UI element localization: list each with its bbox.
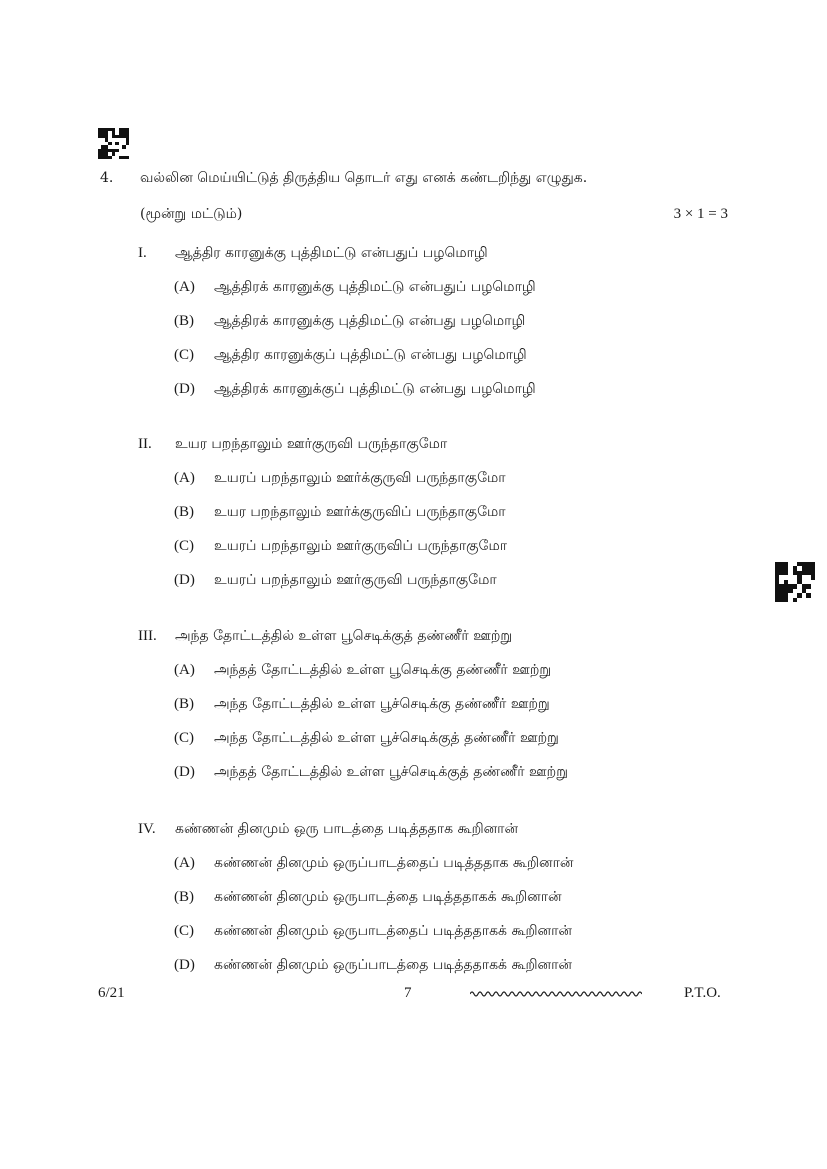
- option-label: (D): [174, 957, 195, 973]
- sub-question-number: I.: [138, 245, 147, 261]
- option-label: (D): [174, 381, 195, 397]
- qr-code-icon: [98, 128, 129, 159]
- sub-question-stem: உயர பறந்தாலும் ஊர்குருவி பருந்தாகுமோ: [175, 436, 448, 452]
- option-text: ஆத்திரக் காரனுக்கு புத்திமட்டு என்பதுப் பழமொழி: [214, 279, 536, 295]
- question-subnote: (மூன்று மட்டும்): [140, 206, 243, 222]
- option-text: உயரப் பறந்தாலும் ஊர்க்குருவி பருந்தாகுமோ: [214, 470, 506, 486]
- option-label: (C): [174, 730, 194, 746]
- option-label: (A): [174, 662, 195, 678]
- option-label: (D): [174, 764, 195, 780]
- option-label: (A): [174, 279, 195, 295]
- option-label: (C): [174, 538, 194, 554]
- sub-question-stem: ஆத்திர காரனுக்கு புத்திமட்டு என்பதுப் பழமொழி: [175, 245, 488, 261]
- sub-question-stem: கண்ணன் தினமும் ஒரு பாடத்தை படித்ததாக கூறினான்: [175, 821, 519, 837]
- option-label: (B): [174, 313, 194, 329]
- page-number: 7: [404, 985, 412, 1001]
- option-text: அந்த தோட்டத்தில் உள்ள பூச்செடிக்கு தண்ணீர் ஊற்று: [214, 696, 550, 712]
- option-label: (D): [174, 572, 195, 588]
- option-label: (C): [174, 923, 194, 939]
- option-text: அந்த தோட்டத்தில் உள்ள பூச்செடிக்குத் தண்ணீர் ஊற்று: [214, 730, 559, 746]
- option-label: (A): [174, 470, 195, 486]
- option-label: (B): [174, 696, 194, 712]
- option-text: உயரப் பறந்தாலும் ஊர்குருவி பருந்தாகுமோ: [214, 572, 497, 588]
- sub-question-stem: அந்த தோட்டத்தில் உள்ள பூசெடிக்குத் தண்ணீர் ஊற்று: [175, 628, 513, 644]
- option-label: (A): [174, 855, 195, 871]
- question-marks: 3 × 1 = 3: [673, 206, 728, 222]
- option-label: (B): [174, 889, 194, 905]
- wavy-line-icon: [470, 988, 642, 1000]
- option-text: உயர பறந்தாலும் ஊர்க்குருவிப் பருந்தாகுமோ: [214, 504, 506, 520]
- option-text: கண்ணன் தினமும் ஒருபாடத்தை படித்ததாகக் கூறினான்: [214, 889, 562, 905]
- question-text: வல்லின மெய்யிட்டுத் திருத்திய தொடர் எது எனக் கண்டறிந்து எழுதுக.: [140, 170, 588, 186]
- paper-code: 6/21: [98, 985, 125, 1001]
- sub-question-number: II.: [138, 436, 152, 452]
- question-number: 4.: [100, 170, 114, 186]
- option-label: (C): [174, 347, 194, 363]
- option-text: கண்ணன் தினமும் ஒருப்பாடத்தைப் படித்ததாக கூறினான்: [214, 855, 574, 871]
- option-text: ஆத்திரக் காரனுக்கு புத்திமட்டு என்பது பழமொழி: [214, 313, 526, 329]
- option-text: அந்தத் தோட்டத்தில் உள்ள பூசெடிக்கு தண்ணீர் ஊற்று: [214, 662, 552, 678]
- option-label: (B): [174, 504, 194, 520]
- sub-question-number: III.: [138, 628, 157, 644]
- option-text: ஆத்திர காரனுக்குப் புத்திமட்டு என்பது பழமொழி: [214, 347, 527, 363]
- option-text: அந்தத் தோட்டத்தில் உள்ள பூச்செடிக்குத் தண்ணீர் ஊற்று: [214, 764, 568, 780]
- pto-label: P.T.O.: [684, 985, 721, 1001]
- sub-question-number: IV.: [138, 821, 156, 837]
- option-text: ஆத்திரக் காரனுக்குப் புத்திமட்டு என்பது பழமொழி: [214, 381, 536, 397]
- option-text: கண்ணன் தினமும் ஒருபாடத்தைப் படித்ததாகக் கூறினான்: [214, 923, 572, 939]
- qr-code-icon: [775, 562, 815, 602]
- option-text: உயரப் பறந்தாலும் ஊர்குருவிப் பருந்தாகுமோ: [214, 538, 508, 554]
- option-text: கண்ணன் தினமும் ஒருப்பாடத்தை படித்ததாகக் கூறினான்: [214, 957, 572, 973]
